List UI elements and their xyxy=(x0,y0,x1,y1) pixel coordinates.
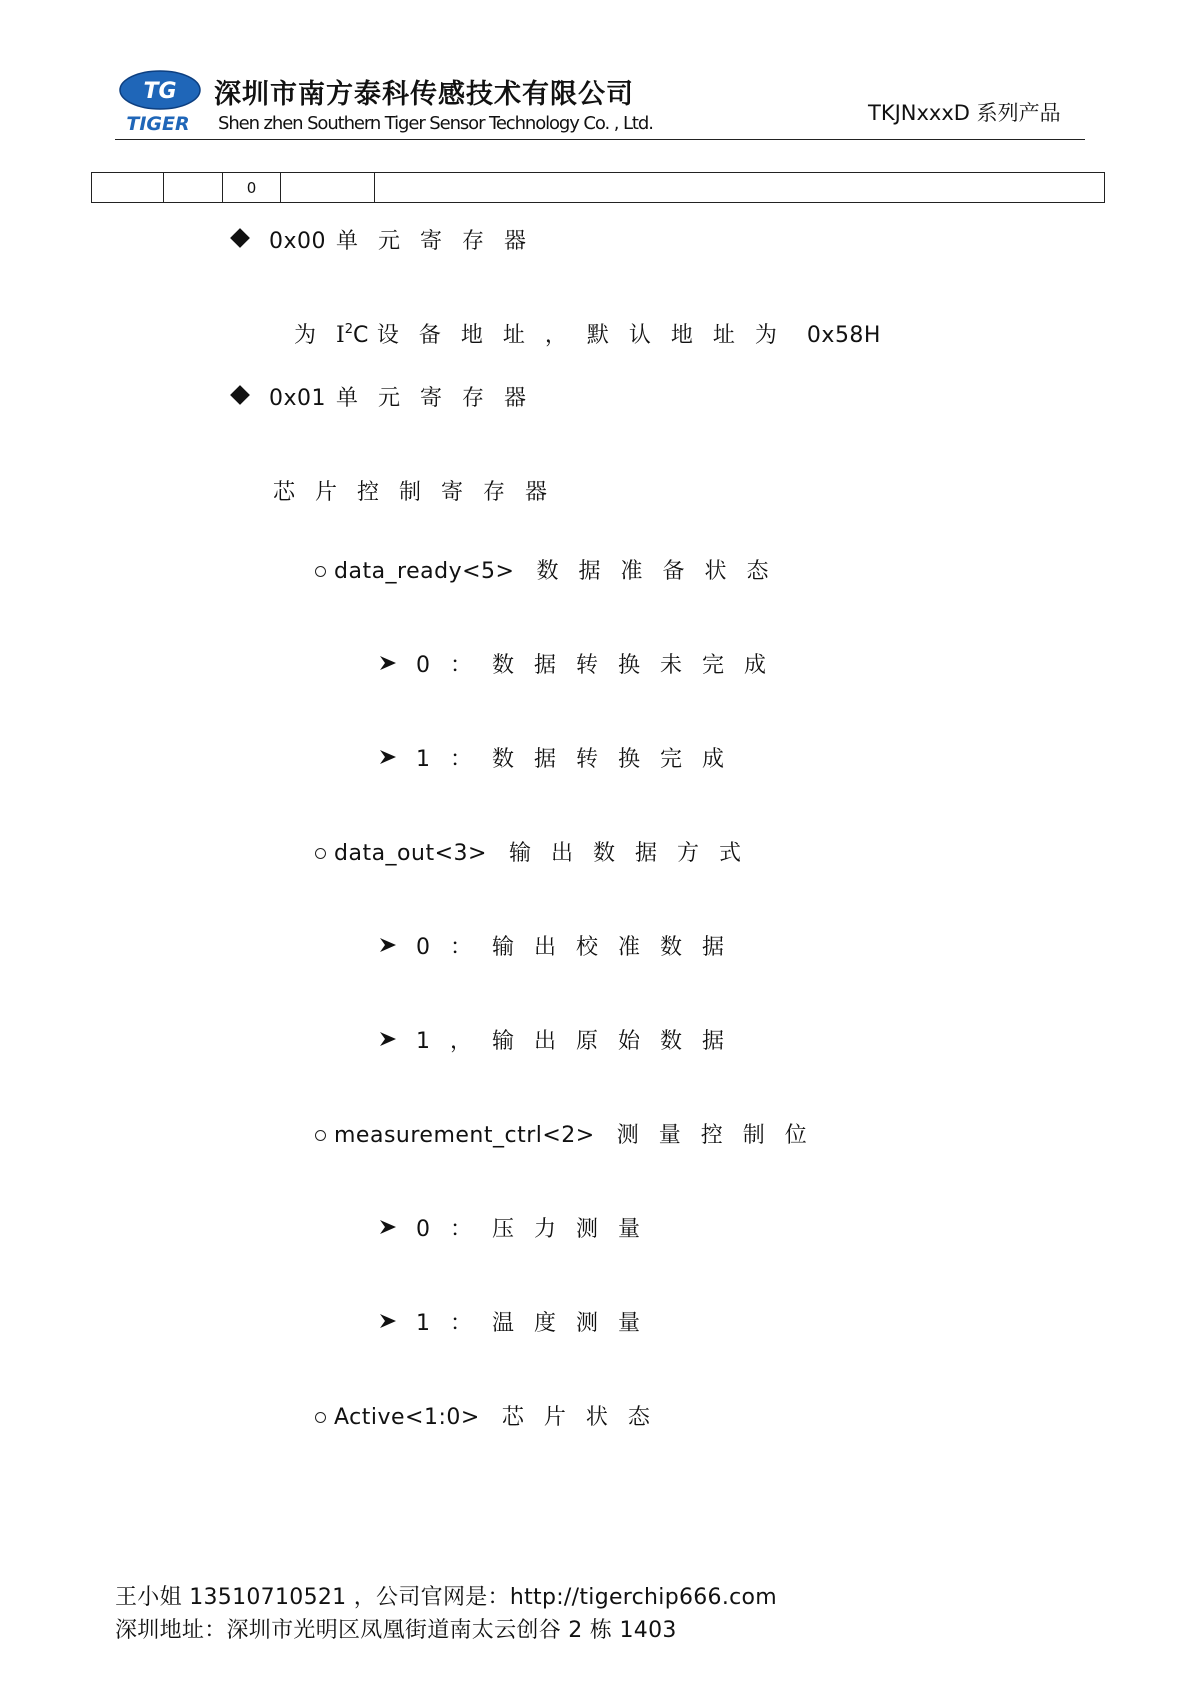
reg01-heading xyxy=(233,381,546,412)
option-row xyxy=(378,1306,660,1337)
reg00-heading xyxy=(233,224,546,255)
option-key: 1： xyxy=(416,747,492,772)
option-row xyxy=(378,1212,660,1243)
reg00-description xyxy=(294,318,881,349)
reg00-desc-pre: 为 xyxy=(294,323,337,348)
option-text: 数据转换完成 xyxy=(492,747,745,772)
field-name: Active<1:0> xyxy=(334,1405,480,1430)
table-cell xyxy=(281,173,375,203)
option-row xyxy=(378,742,744,773)
reg00-heading-suffix: 单元寄存器 xyxy=(336,229,547,254)
reg00-address: 0x00 xyxy=(269,229,327,254)
footer-contact: 王小姐 13510710521 ，公司官网是：http://tigerchip666.com xyxy=(115,1585,778,1610)
option-row xyxy=(378,930,744,961)
table-cell: 0 xyxy=(223,173,281,203)
arrow-bullet-icon xyxy=(378,1030,398,1048)
option-text: 数据转换未完成 xyxy=(492,653,787,678)
table-row xyxy=(92,173,1105,203)
arrow-bullet-icon xyxy=(378,936,398,954)
field-data-ready xyxy=(315,554,789,585)
option-text: 输出校准数据 xyxy=(492,935,745,960)
field-active xyxy=(315,1400,670,1431)
field-label: 输出数据方式 xyxy=(508,841,761,866)
option-key: 1： xyxy=(416,1311,492,1336)
footer-address: 深圳地址：深圳市光明区凤凰街道南太云创谷 2 栋 1403 xyxy=(115,1618,677,1643)
arrow-bullet-icon xyxy=(378,1312,398,1330)
circle-bullet-icon xyxy=(315,566,326,577)
option-text: 温度测量 xyxy=(492,1311,661,1336)
field-name: data_ready<5> xyxy=(334,559,515,584)
register-table xyxy=(91,172,1105,203)
option-row xyxy=(378,648,786,679)
reg00-desc-i: I xyxy=(336,323,345,348)
reg00-desc-sup: 2 xyxy=(344,322,353,337)
field-name: measurement_ctrl<2> xyxy=(334,1123,595,1148)
reg00-desc-comma: ， xyxy=(544,323,587,348)
option-key: 0： xyxy=(416,1217,492,1242)
field-data-out xyxy=(315,836,761,867)
logo-mark-text: TG xyxy=(143,79,177,104)
logo-brand-text: TIGER xyxy=(126,113,190,135)
header-divider xyxy=(115,139,1085,140)
field-label: 测量控制位 xyxy=(616,1123,827,1148)
arrow-bullet-icon xyxy=(378,654,398,672)
company-name-cn: 深圳市南方泰科传感技术有限公司 xyxy=(214,79,634,110)
reg00-desc-c: C xyxy=(353,323,369,348)
arrow-bullet-icon xyxy=(378,748,398,766)
option-key: 1， xyxy=(416,1029,492,1054)
company-logo xyxy=(118,70,202,136)
option-text: 压力测量 xyxy=(492,1217,661,1242)
field-name: data_out<3> xyxy=(334,841,487,866)
reg01-description: 芯片控制寄存器 xyxy=(273,480,568,505)
reg01-address: 0x01 xyxy=(269,386,327,411)
table-cell xyxy=(164,173,223,203)
reg01-heading-suffix: 单元寄存器 xyxy=(336,386,547,411)
field-measurement-ctrl xyxy=(315,1118,827,1149)
reg00-desc-mid: 设备地址 xyxy=(376,323,545,348)
circle-bullet-icon xyxy=(315,1130,326,1141)
arrow-bullet-icon xyxy=(378,1218,398,1236)
option-text: 输出原始数据 xyxy=(492,1029,745,1054)
option-key: 0： xyxy=(416,653,492,678)
field-label: 数据准备状态 xyxy=(536,559,789,584)
table-cell xyxy=(375,173,1105,203)
circle-bullet-icon xyxy=(315,848,326,859)
table-cell xyxy=(92,173,164,203)
circle-bullet-icon xyxy=(315,1412,326,1423)
option-row xyxy=(378,1024,744,1055)
option-key: 0： xyxy=(416,935,492,960)
company-name-en: Shen zhen Southern Tiger Sensor Technology Co. , Ltd. xyxy=(218,113,653,134)
reg00-default-address: 0x58H xyxy=(806,323,881,348)
reg00-desc-post: 默认地址为 xyxy=(586,323,797,348)
product-series: TKJNxxxD 系列产品 xyxy=(868,101,1061,125)
field-label: 芯片状态 xyxy=(501,1405,670,1430)
diamond-bullet-icon xyxy=(230,228,250,248)
diamond-bullet-icon xyxy=(230,385,250,405)
